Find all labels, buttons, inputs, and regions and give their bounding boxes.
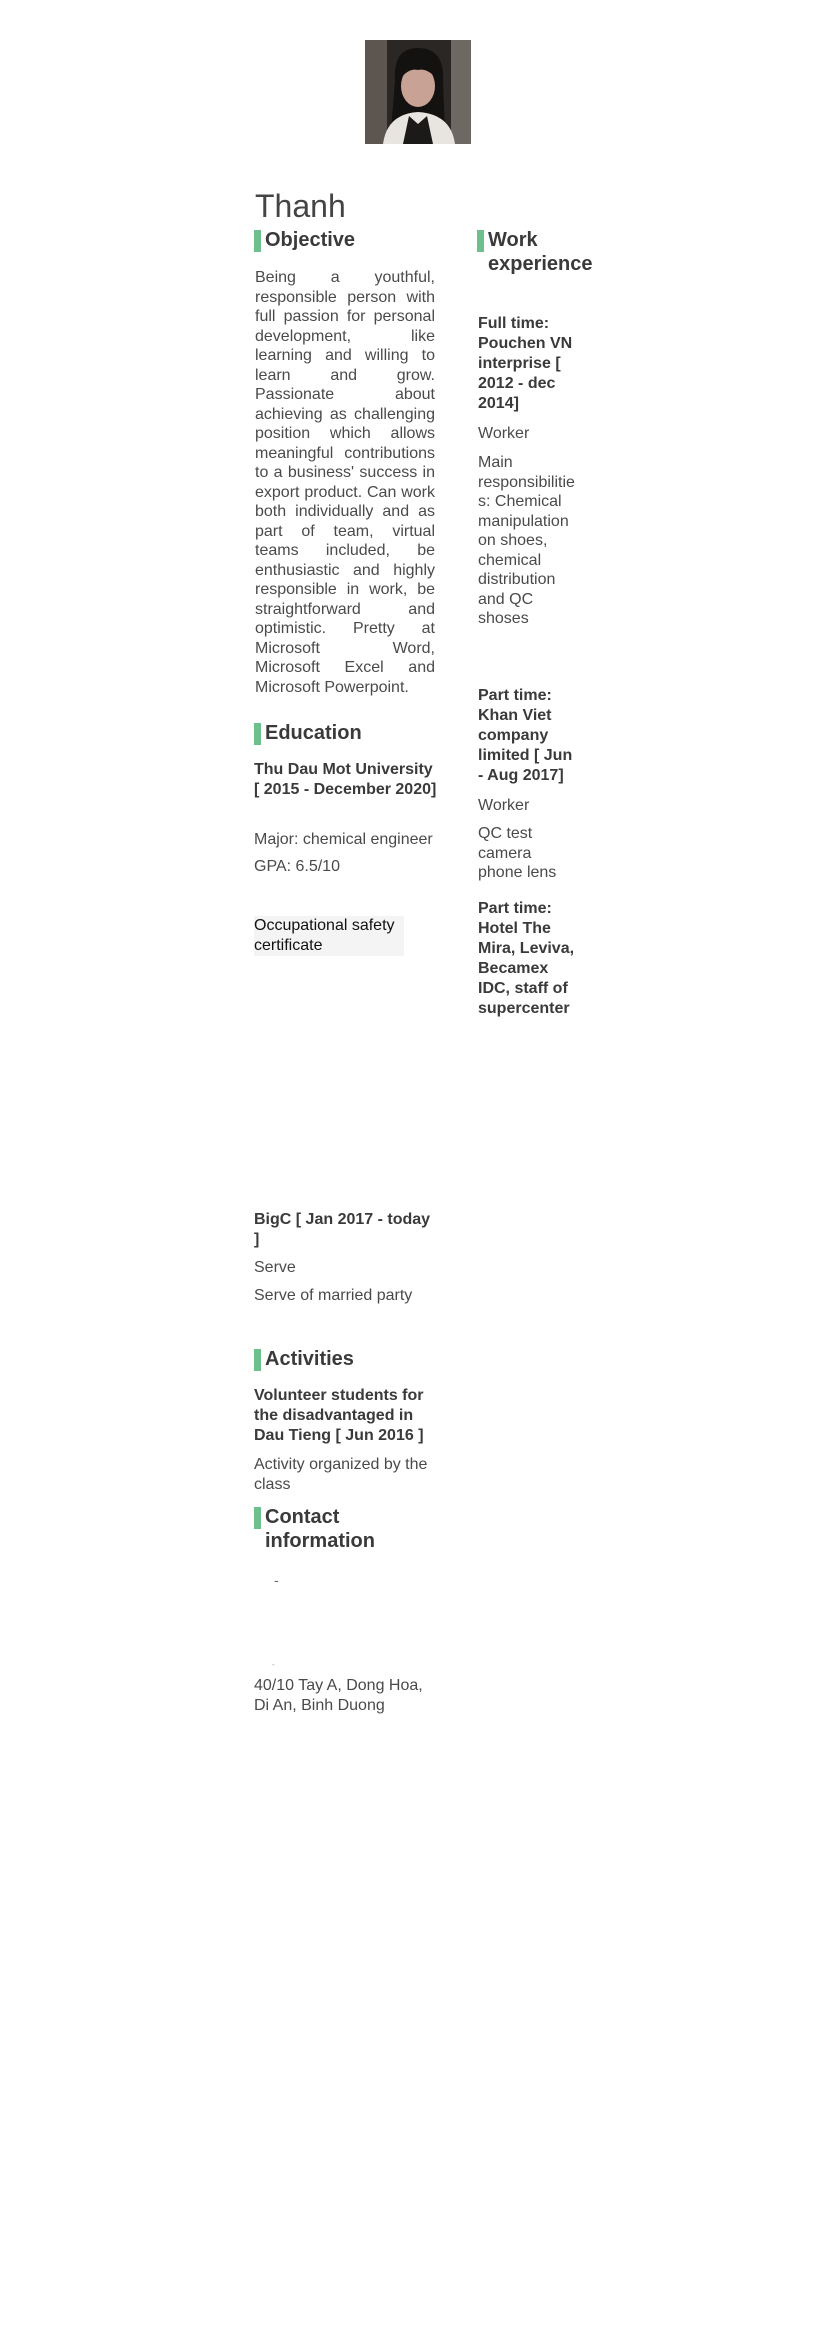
portrait-image [365, 40, 471, 144]
objective-heading: Objective [265, 229, 356, 251]
job-1-desc: Main responsibilities: Chemical manipulation on shoes, chemical distribution and QC shoses [478, 454, 575, 627]
objective-text: Being a youthful, responsible person with full passion for personal development, like learning and willing to learn and grow. Passionate about achieving as challenging position which allows meaningful contributions to a business' success in export product. Can work both individually and as part of team, virtual teams included, be enthusiastic and highly responsible in work, be straightforward and optimistic. Pretty at Microsoft Word, Microsoft Excel and Microsoft Powerpoint. [255, 269, 435, 696]
job-3-title: Part time: Hotel The Mira, Leviva, Becamex IDC, staff of supercenter [478, 900, 575, 1017]
job-2-desc: QC test camera phone lens [478, 825, 557, 881]
bigc-desc: Serve of married party [254, 1287, 413, 1304]
contact-placeholder-2: - [272, 1660, 275, 1669]
activity-title: Volunteer students for the disadvantaged in Dau Tieng [ Jun 2016 ] [254, 1387, 424, 1444]
job-2-title: Part time: Khan Viet company limited [ Jun - Aug 2017] [478, 687, 573, 784]
activities-heading: Activities [265, 1348, 354, 1370]
bigc-title: BigC [ Jan 2017 - today ] [254, 1211, 431, 1248]
education-heading: Education [265, 722, 362, 744]
education-gpa: GPA: 6.5/10 [254, 858, 340, 875]
work-heading: Work experience [488, 229, 593, 275]
education-school: Thu Dau Mot University [ 2015 - December 2020] [254, 761, 437, 798]
certificate-text: Occupational safety certificate [254, 916, 404, 956]
contact-heading [265, 1505, 395, 1553]
section-marker [254, 723, 261, 745]
bigc-role: Serve [254, 1259, 296, 1276]
contact-placeholder-1: - [274, 1572, 279, 1588]
activity-desc: Activity organized by the class [254, 1456, 428, 1493]
name-line1-clipped [255, 160, 440, 182]
objective-section-header [254, 228, 355, 252]
contact-address: 40/10 Tay A, Dong Hoa, Di An, Binh Duong [254, 1677, 423, 1714]
section-marker [254, 230, 261, 252]
contact-heading-text: Contact information [265, 1506, 375, 1552]
section-marker [254, 1349, 261, 1371]
activities-section-header [254, 1347, 354, 1371]
profile-photo [365, 40, 471, 144]
job-2-role: Worker [478, 797, 530, 814]
work-section-header [477, 228, 593, 276]
job-1-role: Worker [478, 425, 530, 442]
education-major: Major: chemical engineer [254, 831, 433, 848]
education-section-header [254, 721, 362, 745]
job-1-title: Full time: Pouchen VN interprise [ 2012 - dec 2014] [478, 315, 573, 412]
contact-section-header [254, 1505, 395, 1553]
name-line2: Thanh [255, 188, 346, 224]
section-marker [477, 230, 484, 252]
section-marker [254, 1507, 261, 1529]
